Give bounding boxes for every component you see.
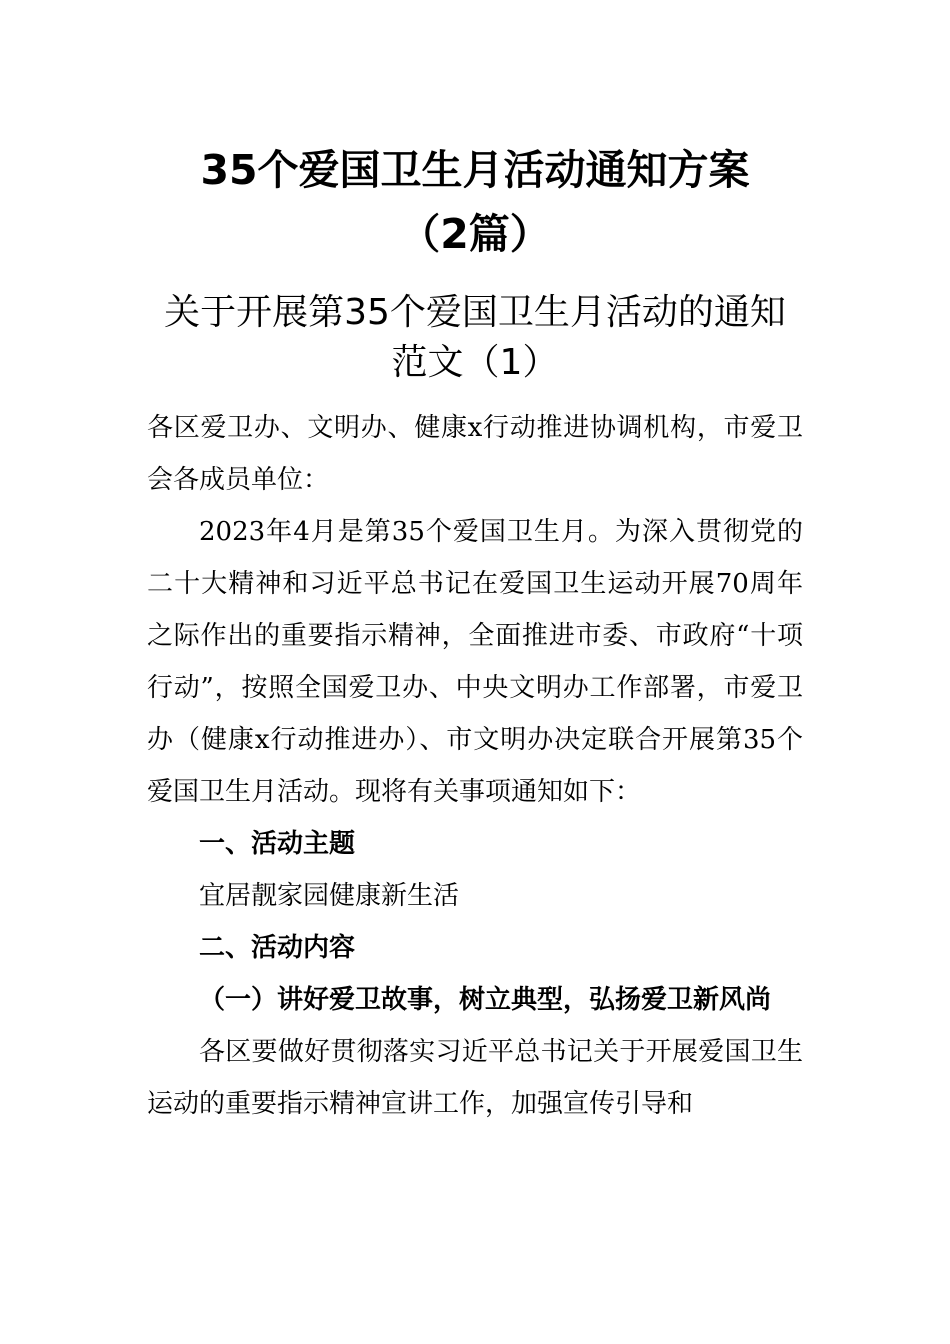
section-heading-theme: 一、活动主题 — [199, 829, 356, 859]
section-heading-content: 二、活动内容 — [199, 933, 356, 963]
subsection-heading: （一）讲好爱卫故事，树立典型，弘扬爱卫新风尚 — [199, 985, 772, 1015]
salutation: 各区爱卫办、文明办、健康x行动推进协调机构，市爱卫会各成员单位： — [147, 413, 803, 495]
article-title: 关于开展第35个爱国卫生月活动的通知范文（1） — [164, 292, 786, 383]
subsection-paragraph: 各区要做好贯彻落实习近平总书记关于开展爱国卫生运动的重要指示精神宣讲工作，加强宣传引导和 — [147, 1037, 803, 1119]
section-text-theme: 宜居靓家园健康新生活 — [199, 881, 460, 911]
document-title: 35个爱国卫生月活动通知方案 — [200, 146, 750, 194]
document-title-suffix: （2篇） — [399, 210, 551, 258]
intro-paragraph: 2023年4月是第35个爱国卫生月。为深入贯彻党的二十大精神和习近平总书记在爱国卫生运动开展70周年之际作出的重要指示精神，全面推进市委、市政府“十项行动”，按照全国爱卫办、中央文明办工作部署，市爱卫办（健康x行动推进办）、市文明办决定联合开展第35个爱国卫生月活动。现将有关事项通知如下： — [147, 517, 803, 807]
